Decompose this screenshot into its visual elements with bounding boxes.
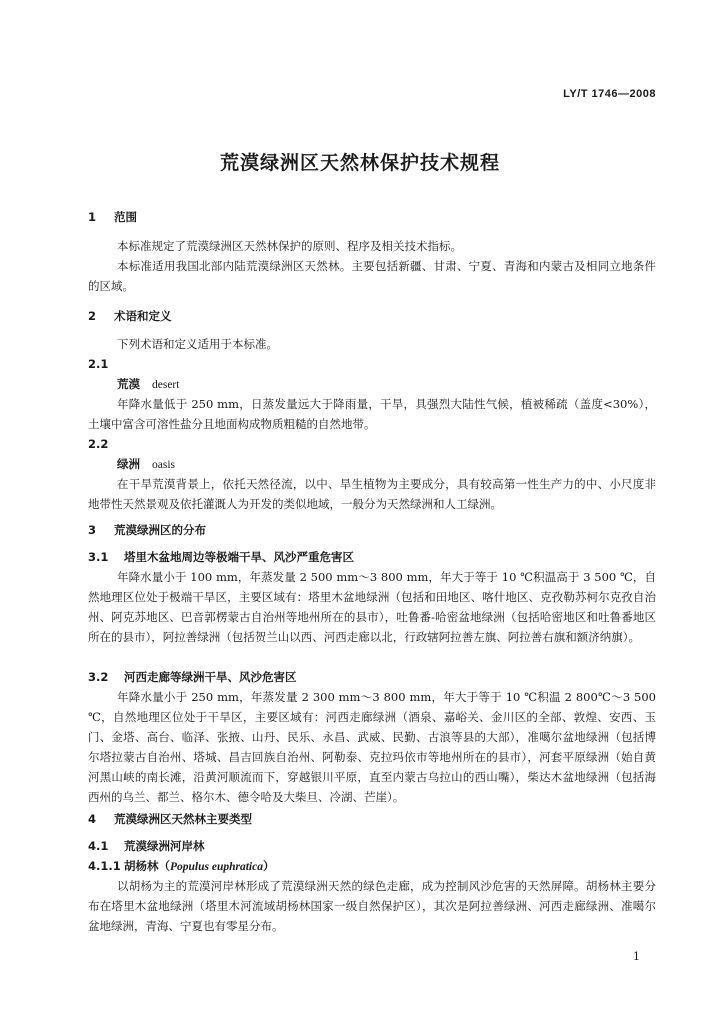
subsection-3-1-heading [88,547,656,567]
section-number: 4 [88,812,97,826]
section-number: 1 [88,210,97,224]
page-number: 1 [633,950,640,963]
term-chinese: 绿洲 [117,457,140,471]
section-2-paragraph-1: 下列术语和定义适用于本标准。 [117,337,278,351]
section-title: 范围 [114,210,137,224]
term-2-2 [88,454,685,475]
section-number: 3 [88,523,97,537]
section-number: 2 [88,309,97,323]
subsection-title: 塔里木盆地周边等极端干旱、风沙严重危害区 [124,550,354,564]
latin-name: Populus euphratica [170,861,263,873]
term-2-1-definition: 年降水量低于 250 mm，日蒸发量远大于降雨量，干旱，具强烈大陆性气候，植被稀疏（盖度<30%），土壤中富含可溶性盐分且地面构成物质粗糙的自然地带。 [88,397,656,431]
subsection-number: 4.1 [88,839,109,853]
subsection-4-1-heading [88,836,656,856]
subsection-title: 荒漠绿洲河岸林 [124,839,205,853]
document-title: 荒漠绿洲区天然林保护技术规程 [219,152,500,174]
subsection-3-2-text: 年降水量小于 250 mm，年蒸发量 2 300 mm～3 800 mm，年大于等于 10 ℃积温 2 800℃～3 500 ℃，自然地理区位处于干旱区，主要区域有：河西走廊绿洲（酒泉、嘉峪关、金川区的全部、敦煌、安西、玉门、金塔、高台、临泽、张掖、山丹、民乐、永昌、武威、民勤、古浪等县的大部），准噶尔盆地绿洲（包括博尔塔拉蒙古自治州、塔城、昌吉回族自治州、阿勒泰、克拉玛依市等地州所在的县市），河套平原绿洲（始自黄河黑山峡的南长滩，沿黄河顺流而下，穿越银川平原，直至内蒙古乌拉山的西山嘴），柴达木盆地绿洲（包括海西州的乌兰、都兰、格尔木、德令哈及大柴旦、冷湖、芒崖）。 [88,690,656,804]
subsection-4-1-1-text: 以胡杨为主的荒漠河岸林形成了荒漠绿洲天然的绿色走廊，成为控制风沙危害的天然屏障。胡杨林主要分布在塔里木盆地绿洲（塔里木河流域胡杨林国家一级自然保护区），其次是阿拉善绿洲、河西走廊绿洲、准噶尔盆地绿洲，青海、宁夏也有零星分布。 [88,879,656,933]
subsection-title: 胡杨林 [124,859,159,873]
section-title: 荒漠绿洲区的分布 [114,523,206,537]
subsection-3-1-text: 年降水量小于 100 mm，年蒸发量 2 500 mm～3 800 mm，年大于等于 10 ℃积温高于 3 500 ℃，自然地理区位处于极端干旱区，主要区域有：塔里木盆地绿洲（包括和田地区、喀什地区、克孜勒苏柯尔克孜自治州、阿克苏地区、巴音郭楞蒙古自治州等地州所在的县市），吐鲁番-哈密盆地绿洲（包括哈密地区和吐鲁番地区所在的县市），阿拉善绿洲（包括贺兰山以西、河西走廊以北，行政辖阿拉善左旗、阿拉善右旗和额济纳旗）。 [88,570,656,644]
term-english: desert [152,379,180,391]
subsection-title: 河西走廊等绿洲干旱、风沙危害区 [124,670,297,684]
term-2-1-number: 2.1 [88,357,109,371]
term-english: oasis [152,459,175,471]
term-2-1 [88,374,685,395]
section-1-heading [88,207,656,227]
section-title: 术语和定义 [114,309,172,323]
section-4-heading [88,809,656,829]
term-2-2-definition: 在干旱荒漠背景上，依托天然径流，以中、旱生植物为主要成分，具有较高第一性生产力的中、小尺度非地带性天然景观及依托灌溉人为开发的类似地域，一般分为天然绿洲和人工绿洲。 [88,477,656,511]
standard-code: LY/T 1746—2008 [563,88,656,100]
subsection-number: 3.2 [88,670,109,684]
subsection-3-2-heading [88,667,656,687]
term-2-2-number: 2.2 [88,437,109,451]
subsection-4-1-1-heading: 4.1.1 胡杨林（Populus euphratica） [88,856,656,877]
subsection-number: 3.1 [88,550,109,564]
subsection-number: 4.1.1 [88,859,121,873]
term-chinese: 荒漠 [117,377,140,391]
section-2-heading [88,306,656,326]
section-title: 荒漠绿洲区天然林主要类型 [114,812,252,826]
section-1-paragraph-2: 本标准适用我国北部内陆荒漠绿洲区天然林。主要包括新疆、甘肃、宁夏、青海和内蒙古及相同立地条件的区域。 [88,259,656,293]
section-1-paragraph-1: 本标准规定了荒漠绿洲区天然林保护的原则、程序及相关技术指标。 [117,239,462,253]
section-3-heading [88,520,656,540]
